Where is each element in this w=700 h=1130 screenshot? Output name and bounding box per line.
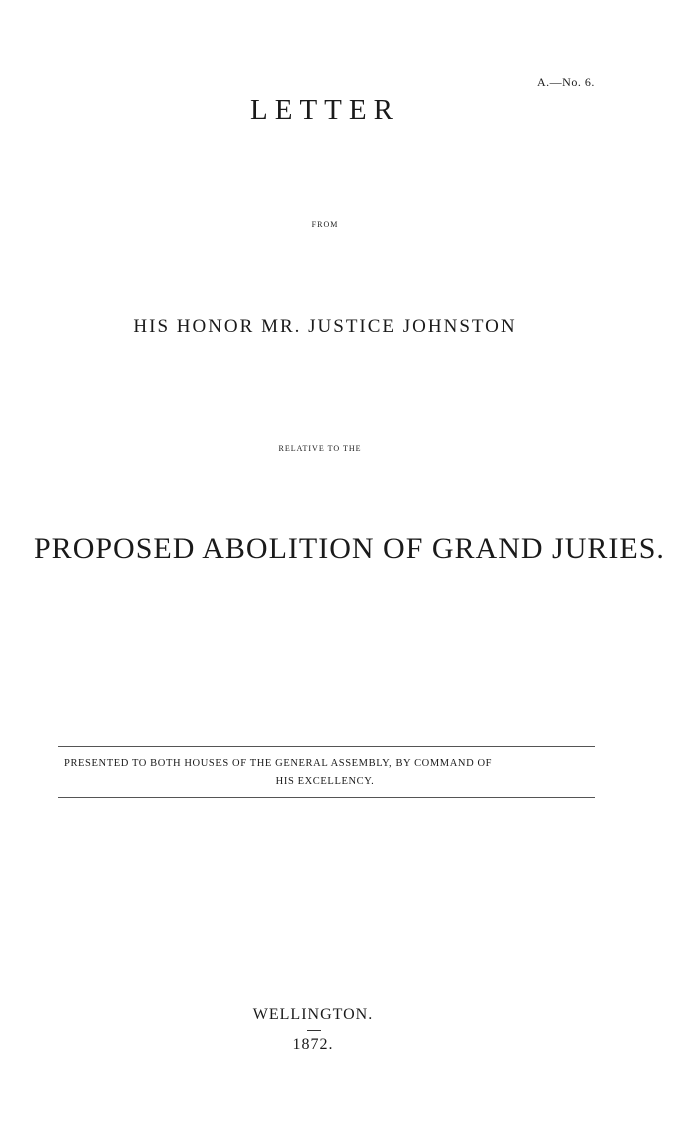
presented-line-1: PRESENTED TO BOTH HOUSES OF THE GENERAL ASSEMBLY, BY COMMAND OF [64, 758, 493, 769]
from-label: FROM [311, 220, 339, 229]
publication-year: 1872. [292, 1036, 334, 1053]
document-reference: A.—No. 6. [537, 75, 595, 89]
author-name: HIS HONOR MR. JUSTICE JOHNSTON [133, 316, 517, 337]
presented-line-2: HIS EXCELLENCY. [275, 776, 375, 787]
publication-place: WELLINGTON. [252, 1006, 374, 1023]
document-subject: PROPOSED ABOLITION OF GRAND JURIES. [34, 532, 665, 565]
relative-label: RELATIVE TO THE [278, 444, 362, 453]
document-title: LETTER [250, 94, 400, 126]
bottom-divider [58, 797, 595, 798]
year-dash-divider [307, 1030, 321, 1031]
top-divider [58, 746, 595, 747]
